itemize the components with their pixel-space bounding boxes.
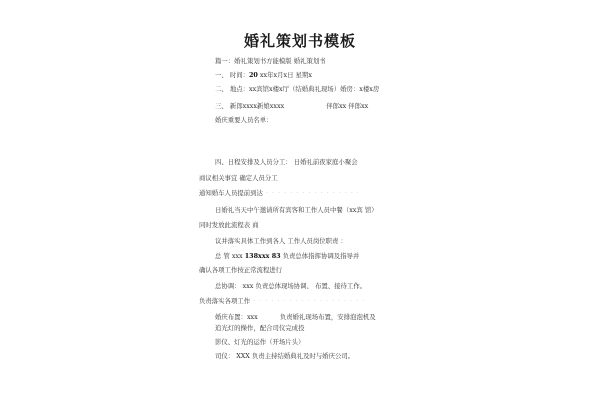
time-value: xx年x月x日 星期x bbox=[257, 71, 312, 79]
decor-duty: 负责婚礼现场布置，安排泡泡机及 bbox=[279, 313, 376, 321]
text-line: 日婚礼当天中午邀请所有宾客和工作人员中餐（xx宾 馆） bbox=[215, 206, 378, 214]
text-line: 篇一：婚礼策划书方能模版 婚礼策划书 bbox=[215, 57, 326, 65]
time-year: 20 bbox=[248, 71, 258, 79]
leader-dots: · · · · · · · · · · · · · · · · · · · bbox=[250, 297, 366, 305]
text-line: 影仪、灯光的运作（开场片头） bbox=[215, 338, 305, 346]
text-line bbox=[199, 189, 360, 197]
couple-names: 三、 新郎xxxx新娘xxxx bbox=[215, 102, 285, 110]
text-line-time bbox=[215, 71, 312, 79]
leader-dots: · · · · · · · · · · · · · · · · bbox=[262, 189, 360, 197]
time-label: 一、 时间： bbox=[215, 71, 249, 79]
groomsmen-names: 伴郎xx 伴郎xx bbox=[326, 102, 369, 110]
text-line-decor bbox=[215, 313, 376, 321]
manager-phone: 138xxx 83 bbox=[244, 252, 281, 260]
text-line-location: 二、 地点：xx宾馆x楼x厅（结婚典礼现场）婚房：x楼x房 bbox=[215, 85, 380, 93]
text-line-host: 司仪： XXX 负责主持结婚典礼及时与婚庆公司。 bbox=[215, 352, 355, 360]
decor-label: 婚庆布置：xxx bbox=[215, 313, 258, 321]
text-content: 通知婚车人员提前到达 bbox=[199, 189, 263, 197]
text-line-manager bbox=[215, 252, 359, 260]
text-line: 总协调： xxx 负责总体现场协调、 布置、接待工作。 bbox=[215, 282, 367, 290]
manager-label: 总 管 xxx bbox=[215, 252, 245, 260]
document-title: 婚礼策划书模板 bbox=[243, 32, 356, 50]
text-line-staff-heading: 婚庆重要人员名单： bbox=[215, 116, 273, 124]
text-line: 议并落实具体工作到各人 工作人员岗位职责 ： bbox=[215, 237, 347, 245]
text-line-names bbox=[215, 102, 368, 110]
text-line: 商议相关事宜 确定人员分工 bbox=[199, 174, 278, 182]
text-line: 同时发放此流程表 商 bbox=[199, 221, 259, 229]
text-line: 追光灯的操作，配合司仪完成投 bbox=[215, 324, 305, 332]
text-line bbox=[199, 297, 365, 305]
manager-duty: 负责总体指挥协调及指导并 bbox=[280, 252, 360, 260]
text-line: 确认各项工作按正常流程进行 bbox=[199, 266, 283, 274]
text-content: 负责落实各项工作 bbox=[199, 297, 251, 305]
text-line-schedule: 四、日程安排及人员分工： 日婚礼前夜家庭小聚会 bbox=[215, 158, 358, 166]
